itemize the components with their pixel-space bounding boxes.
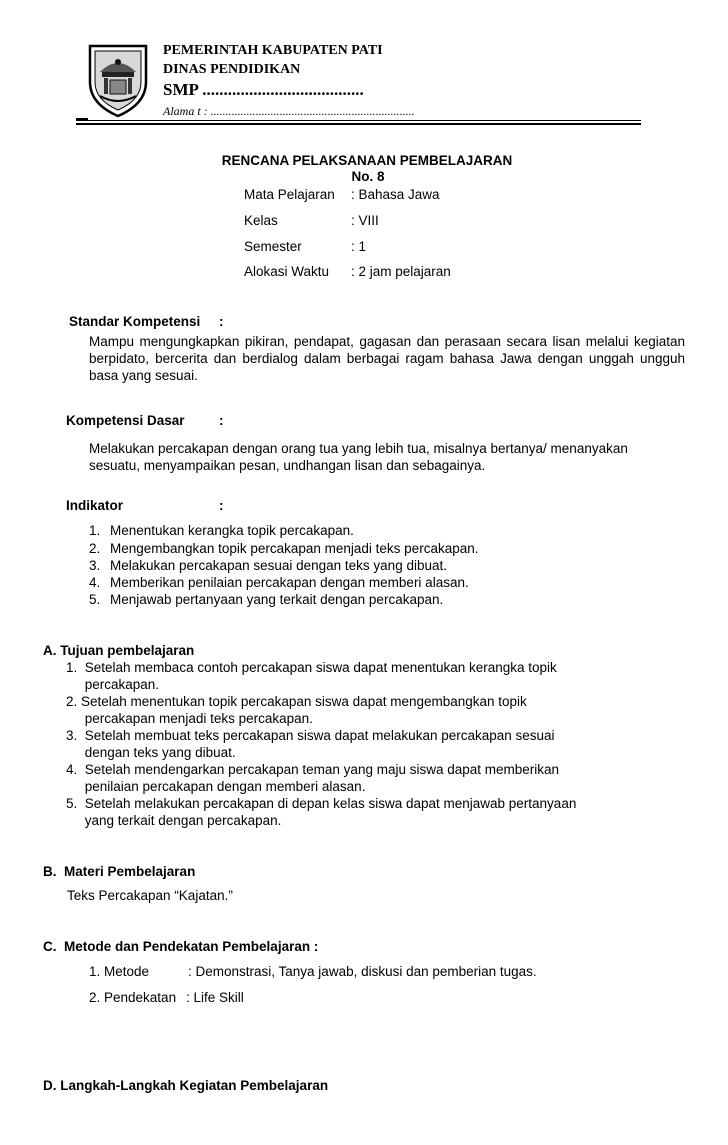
info-label-semester: Semester	[244, 239, 302, 254]
header-rule-thick	[76, 123, 641, 125]
tujuan-line: percakapan.	[66, 677, 160, 692]
indikator-item: Memberikan penilaian percakapan dengan memberi alasan.	[110, 575, 469, 590]
standar-colon: :	[219, 314, 224, 329]
tujuan-line: 3. Setelah membuat teks percakapan siswa dapat melakukan percakapan sesuai	[66, 728, 555, 743]
kompetensi-colon: :	[219, 413, 224, 428]
materi-text: Teks Percakapan “Kajatan.”	[67, 888, 233, 903]
header-rule-thin	[76, 120, 641, 121]
document-number: No. 8	[351, 169, 385, 184]
kompetensi-heading: Kompetensi Dasar	[66, 413, 185, 428]
pendekatan-value: : Life Skill	[186, 990, 244, 1005]
info-value-class: : VIII	[351, 213, 379, 228]
document-title: RENCANA PELAKSANAAN PEMBELAJARAN	[221, 153, 513, 168]
info-label-time: Alokasi Waktu	[244, 264, 330, 279]
metode-value: : Demonstrasi, Tanya jawab, diskusi dan pemberian tugas.	[188, 964, 537, 979]
indikator-num: 1.	[89, 523, 101, 538]
indikator-colon: :	[219, 498, 224, 513]
kompetensi-text: Melakukan percakapan dengan orang tua yang lebih tua, misalnya bertanya/ menanyakan sesuatu, menyampaikan pesan, undhangan lisan dan sebagainya.	[89, 441, 628, 473]
tujuan-line: penilaian percakapan dengan memberi alasan.	[66, 779, 366, 794]
tujuan-line: 4. Setelah mendengarkan percakapan teman yang maju siswa dapat memberikan	[66, 762, 560, 777]
standar-heading: Standar Kompetensi	[69, 314, 201, 329]
indikator-heading: Indikator	[66, 498, 124, 513]
header-department-name: DINAS PENDIDIKAN	[163, 62, 301, 77]
indikator-item: Melakukan percakapan sesuai dengan teks yang dibuat.	[110, 558, 447, 573]
indikator-item: Menjawab pertanyaan yang terkait dengan percakapan.	[110, 592, 444, 607]
pendekatan-label: 2. Pendekatan	[89, 990, 177, 1005]
tujuan-line: dengan teks yang dibuat.	[66, 745, 236, 760]
indikator-num: 3.	[89, 558, 101, 573]
indikator-item: Mengembangkan topik percakapan menjadi teks percakapan.	[110, 541, 479, 556]
materi-heading: B. Materi Pembelajaran	[43, 864, 196, 879]
metode-label: 1. Metode	[89, 964, 150, 979]
info-value-subject: : Bahasa Jawa	[351, 187, 440, 202]
info-value-semester: : 1	[351, 239, 367, 254]
regency-crest-icon	[86, 42, 150, 118]
langkah-heading: D. Langkah-Langkah Kegiatan Pembelajaran	[43, 1078, 329, 1093]
standar-text: Mampu mengungkapkan pikiran, pendapat, gagasan dan perasaan secara lisan melalui kegiatan berpidato, bercerita dan berdialog dalam berbagai ragam bahasa Jawa dengan unggah ungguh basa yang sesuai.	[89, 334, 685, 383]
metode-heading: C. Metode dan Pendekatan Pembelajaran :	[43, 939, 319, 954]
indikator-num: 5.	[89, 592, 101, 607]
tujuan-line: yang terkait dengan percakapan.	[66, 813, 282, 828]
tujuan-line: 5. Setelah melakukan percakapan di depan kelas siswa dapat menjawab pertanyaan	[66, 796, 577, 811]
header-school-name: SMP ......................................	[163, 80, 364, 99]
tujuan-line: percakapan menjadi teks percakapan.	[66, 711, 313, 726]
tujuan-heading: A. Tujuan pembelajaran	[43, 643, 195, 658]
indikator-item: Menentukan kerangka topik percakapan.	[110, 523, 354, 538]
info-value-time: : 2 jam pelajaran	[351, 264, 451, 279]
info-label-class: Kelas	[244, 213, 278, 228]
header-address: Alama t : ....................................................................	[163, 104, 415, 118]
info-label-subject: Mata Pelajaran	[244, 187, 335, 202]
header-government-name: PEMERINTAH KABUPATEN PATI	[163, 43, 383, 58]
indikator-num: 4.	[89, 575, 101, 590]
tujuan-line: 1. Setelah membaca contoh percakapan siswa dapat menentukan kerangka topik	[66, 660, 557, 675]
indikator-num: 2.	[89, 541, 101, 556]
tujuan-line: 2. Setelah menentukan topik percakapan siswa dapat mengembangkan topik	[66, 694, 527, 709]
